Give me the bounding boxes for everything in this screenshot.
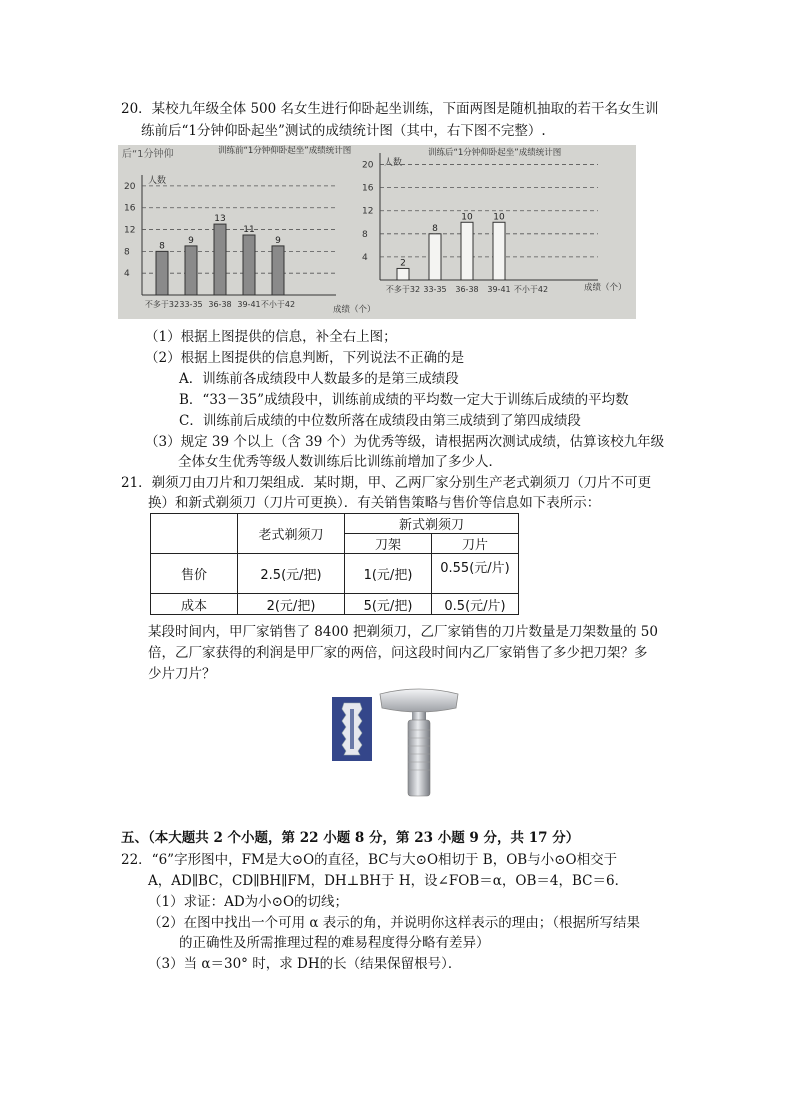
- q20-sub3-line1: （3）规定 39 个以上（含 39 个）为优秀等级，请根据两次测试成绩，估算该校九年级: [145, 434, 665, 450]
- y-tick-label: 20: [124, 181, 136, 192]
- q22-line2: A，AD∥BC，CD∥BH∥FM，DH⊥BH于 H，设∠FOB＝α，OB＝4，BC＝6．: [148, 873, 629, 889]
- y-tick-label: 12: [362, 206, 374, 217]
- x-tick-label: 不多于32: [385, 285, 421, 294]
- x-tick-label: 39-41: [487, 285, 511, 294]
- table-cell-holder-cost: 5(元/把): [345, 594, 432, 615]
- safety-razor-image: [376, 686, 462, 802]
- y-tick-label: 8: [362, 229, 368, 240]
- chart1-title: 训练前“1分钟仰卧起坐”成绩统计图: [218, 146, 352, 156]
- bar: [397, 268, 409, 280]
- bar-value-label: 9: [275, 235, 281, 246]
- table-header-blade: 刀片: [432, 534, 519, 554]
- chart2-xlabel: 成绩（个）: [584, 283, 627, 293]
- x-tick-label: 33-35: [179, 300, 203, 309]
- table-header-holder: 刀架: [345, 534, 432, 554]
- chart2-ylabel: 人数: [384, 158, 403, 168]
- price-table: [150, 513, 519, 615]
- q21-para-line3: 少片刀片？: [148, 666, 216, 682]
- q20-sub3-line2: 全体女生优秀等级人数训练后比训练前增加了多少人．: [178, 454, 502, 470]
- x-tick-label: 36-38: [208, 300, 232, 309]
- x-tick-label: 不小于42: [260, 300, 296, 309]
- q21-line1: 21．剃须刀由刀片和刀架组成．某时期，甲、乙两厂家分别生产老式剃须刀（刀片不可更: [121, 475, 652, 491]
- bar: [272, 246, 284, 295]
- table-header-new: 新式剃须刀: [345, 514, 519, 534]
- y-tick-label: 4: [124, 269, 130, 280]
- table-cell-blade-cost: 0.5(元/片): [432, 594, 519, 615]
- chart2-title: 训练后“1分钟仰卧起坐”成绩统计图: [428, 148, 562, 158]
- razor-blade-image: [332, 697, 372, 761]
- q22-line1: 22．“6”字形图中，FM是大⊙O的直径，BC与大⊙O相切于 B，OB与小⊙O相交于: [121, 852, 618, 868]
- chart-photo: [118, 145, 636, 319]
- y-tick-label: 4: [362, 252, 368, 263]
- bar-value-label: 8: [159, 241, 165, 252]
- bar-charts: [118, 145, 636, 319]
- bar-value-label: 11: [243, 225, 255, 235]
- chart1-xlabel: 成绩（个）: [333, 305, 376, 315]
- table-cell-blade-price: 0.55(元/片): [432, 554, 519, 594]
- q20-option-a: A．训练前各成绩段中人数最多的是第三成绩段: [179, 371, 459, 387]
- corner-text: 后“1分钟仰: [122, 149, 174, 160]
- q20-option-b: B．“33－35”成绩段中，训练前成绩的平均数一定大于训练后成绩的平均数: [179, 392, 629, 408]
- y-tick-label: 20: [362, 160, 374, 171]
- table-cell-old-price: 2.5(元/把): [238, 554, 345, 594]
- q22-sub3: （3）当 α＝30° 时，求 DH的长（结果保留根号）．: [148, 956, 462, 972]
- table-cell-old-cost: 2(元/把): [238, 594, 345, 615]
- x-tick-label: 不多于32: [144, 300, 180, 309]
- q20-line1: 20．某校九年级全体 500 名女生进行仰卧起坐训练，下面两图是随机抽取的若干名女生训: [121, 101, 659, 117]
- x-tick-label: 33-35: [423, 285, 447, 294]
- table-corner-cell: [151, 514, 238, 554]
- bar: [156, 251, 168, 295]
- bar-value-label: 10: [461, 212, 473, 223]
- bar-value-label: 2: [400, 258, 406, 269]
- bar-value-label: 10: [493, 212, 505, 223]
- q21-para-line2: 倍，乙厂家获得的利润是甲厂家的两倍，问这段时间内乙厂家销售了多少把刀架？多: [148, 645, 648, 661]
- chart1-ylabel: 人数: [148, 176, 167, 186]
- section5-heading: 五、（本大题共 2 个小题，第 22 小题 8 分，第 23 小题 9 分，共 17 分）: [121, 830, 580, 846]
- x-tick-label: 39-41: [237, 300, 261, 309]
- q22-sub1: （1）求证：AD为小⊙O的切线；: [148, 894, 349, 910]
- q20-line2: 练前后“1分钟仰卧起坐”测试的成绩统计图（其中，右下图不完整）.: [141, 123, 546, 139]
- q20-sub1: （1）根据上图提供的信息，补全右上图；: [145, 329, 397, 345]
- bar-value-label: 8: [432, 223, 438, 234]
- bar: [185, 246, 197, 295]
- table-row-label-price: 售价: [151, 554, 238, 594]
- y-tick-label: 12: [124, 225, 136, 236]
- bar-value-label: 9: [188, 235, 194, 246]
- bar: [429, 234, 441, 280]
- bar: [214, 224, 226, 295]
- table-cell-holder-price: 1(元/把): [345, 554, 432, 594]
- table-row-label-cost: 成本: [151, 594, 238, 615]
- y-tick-label: 8: [124, 247, 130, 258]
- q22-sub2-line2: 的正确性及所需推理过程的难易程度得分略有差异）: [179, 935, 490, 951]
- y-tick-label: 16: [124, 203, 136, 214]
- x-tick-label: 36-38: [455, 285, 479, 294]
- q21-line2: 换）和新式剃须刀（刀片可更换）．有关销售策略与售价等信息如下表所示：: [148, 495, 601, 511]
- bar-value-label: 13: [214, 214, 226, 225]
- bar: [493, 222, 505, 280]
- q21-para-line1: 某段时间内，甲厂家销售了 8400 把剃须刀，乙厂家销售的刀片数量是刀架数量的 50: [148, 624, 658, 640]
- x-tick-label: 不小于42: [513, 285, 549, 294]
- q22-sub2-line1: （2）在图中找出一个可用 α 表示的角，并说明你这样表示的理由；（根据所写结果: [148, 915, 641, 931]
- y-tick-label: 16: [362, 183, 374, 194]
- table-header-old: 老式剃须刀: [238, 514, 345, 554]
- q20-option-c: C．训练前后成绩的中位数所落在成绩段由第三成绩到了第四成绩段: [179, 413, 581, 429]
- bar: [243, 235, 255, 295]
- bar: [461, 222, 473, 280]
- q20-sub2: （2）根据上图提供的信息判断，下列说法不正确的是: [145, 350, 465, 366]
